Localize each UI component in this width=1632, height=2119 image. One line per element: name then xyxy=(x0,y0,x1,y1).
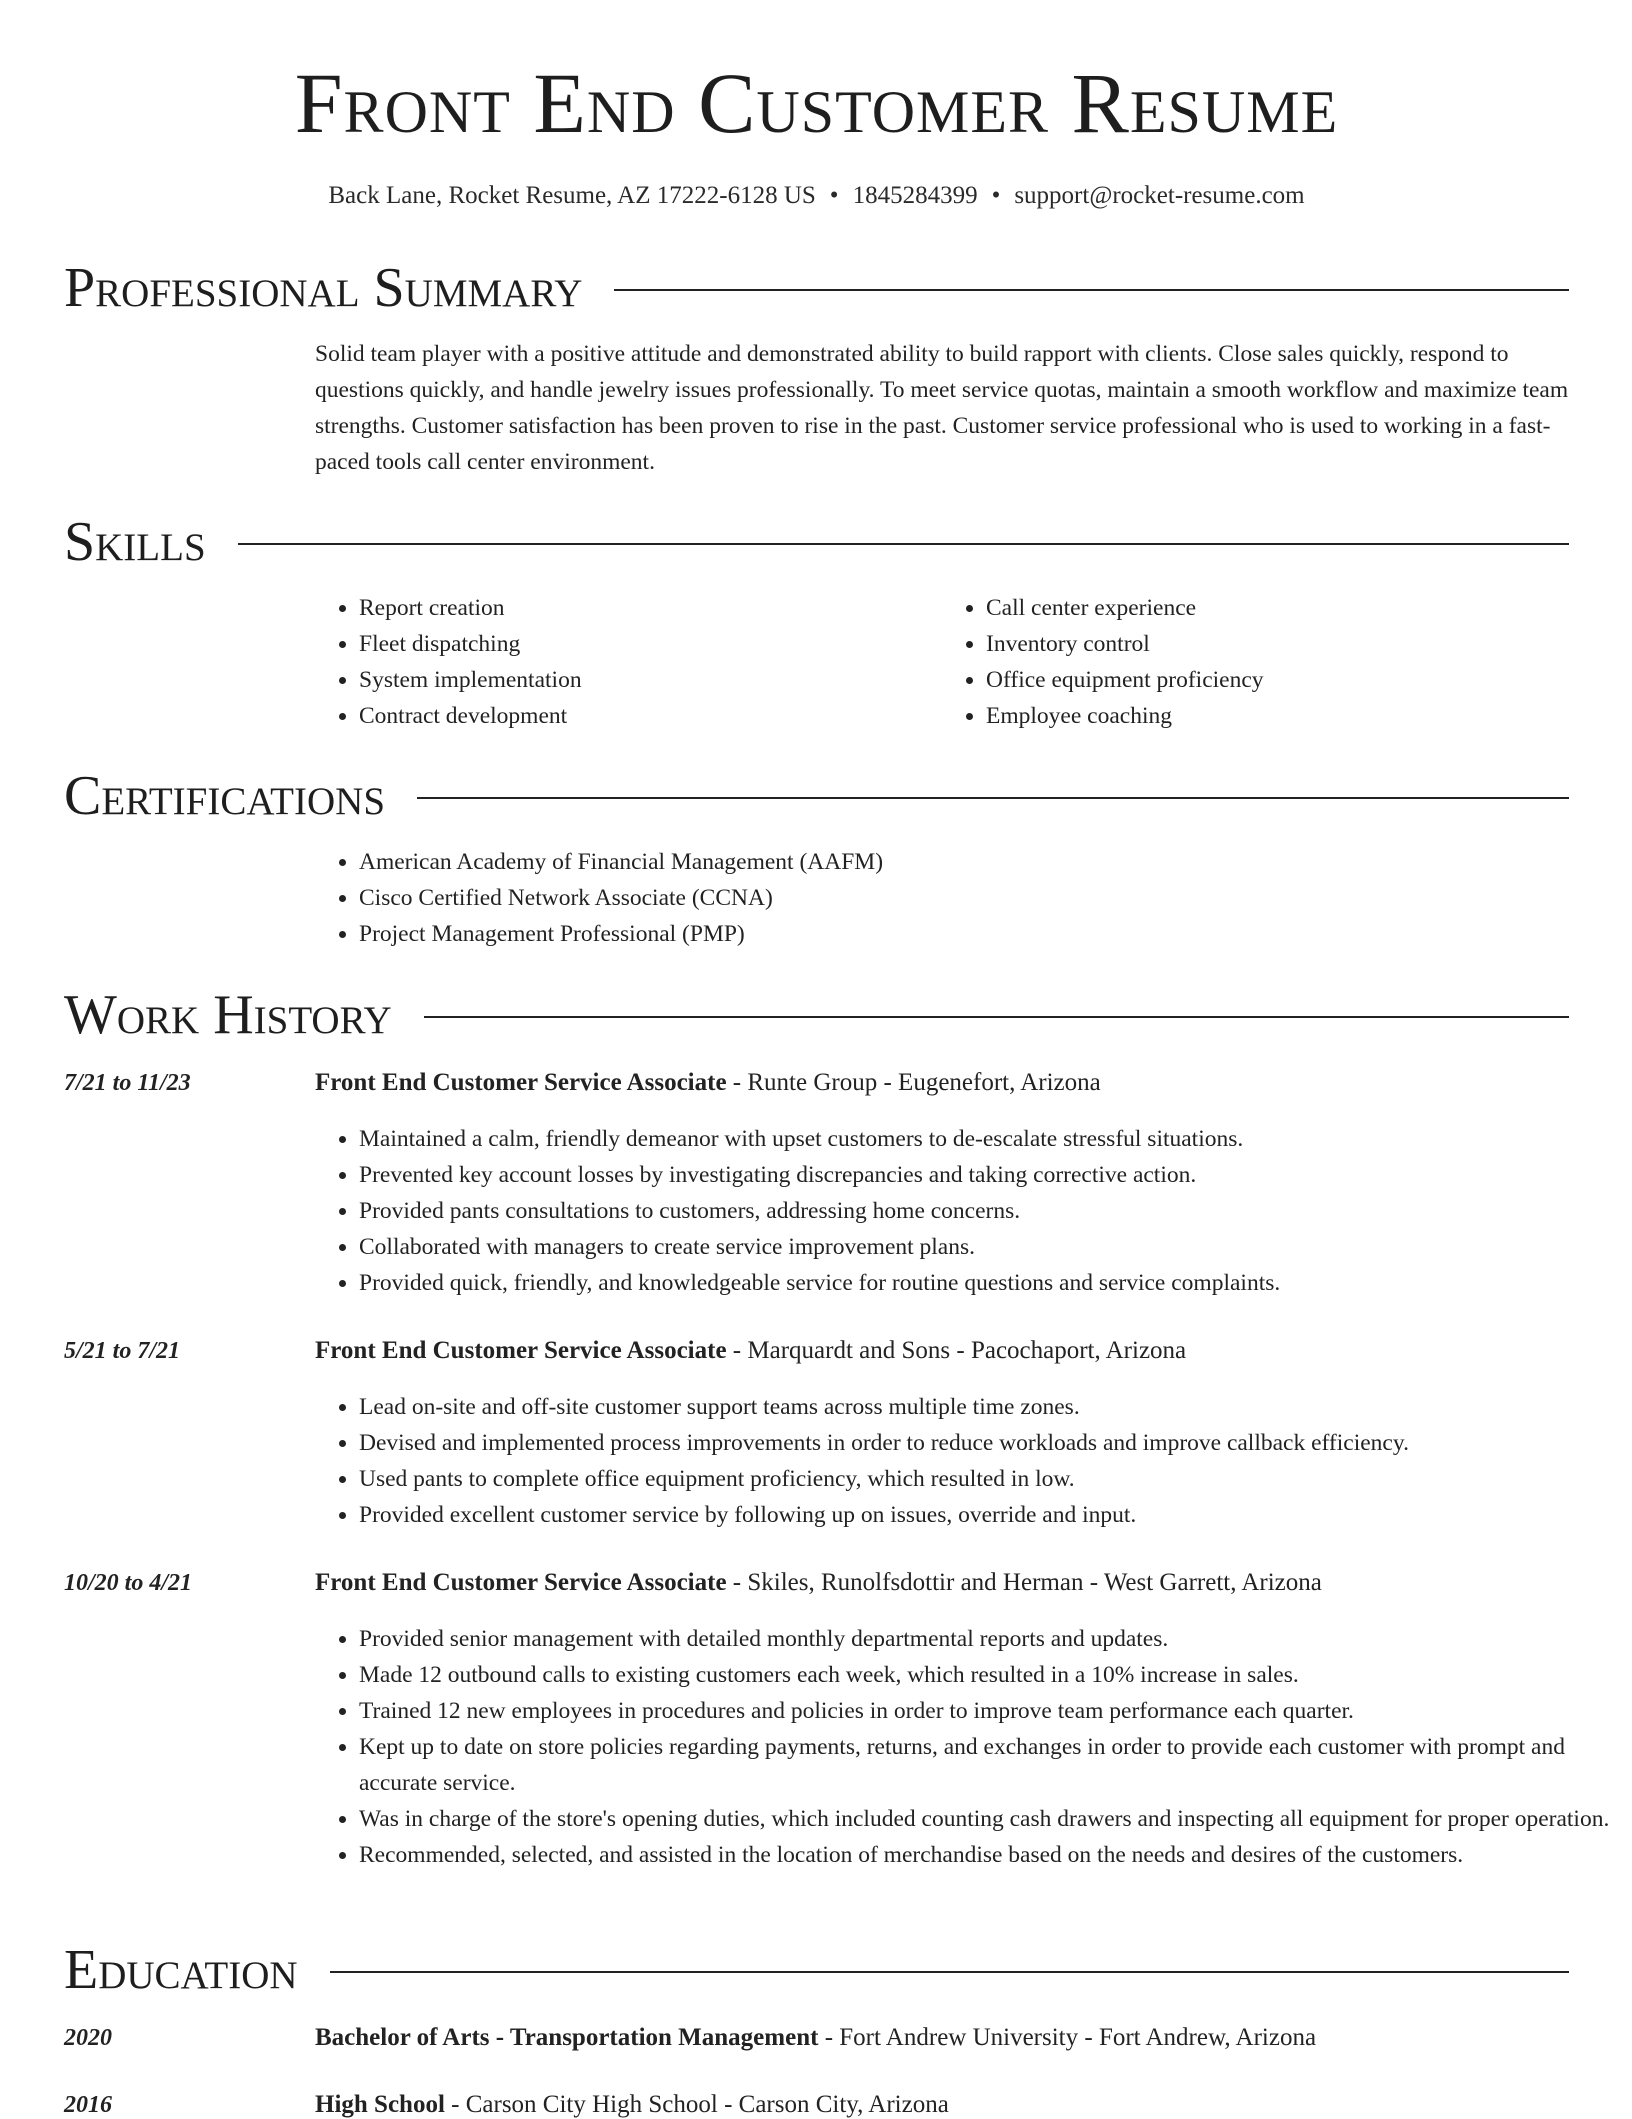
skills-list-right xyxy=(942,590,1569,734)
skill-item: • Employee coaching xyxy=(986,698,1569,734)
certification-item: • Project Management Professional (PMP) xyxy=(359,916,1569,952)
job-bullets xyxy=(315,1621,1613,1873)
job-company: - Runte Group - Eugenefort, Arizona xyxy=(726,1069,1101,1096)
contact-address: Back Lane, Rocket Resume, AZ 17222-6128 US xyxy=(328,182,816,209)
summary-text: Solid team player with a positive attitude and demonstrated ability to build rapport with clients. Close sales quickly, respond to questions quickly, and handle jewelry issues professionally. To meet service quotas, maintain a smooth workflow and maximize team strengths. Customer satisfaction has been proven to rise in the past. Customer service professional who is used to working in a fast-paced tools call center environment. xyxy=(315,341,1569,475)
job-date: 7/21 to 11/23 xyxy=(64,1070,191,1096)
work-history-section xyxy=(64,984,1610,1868)
education-school: - Carson City High School - Carson City, Arizona xyxy=(444,2091,949,2118)
section-divider xyxy=(614,289,1569,291)
certification-item: • American Academy of Financial Management (AAFM) xyxy=(359,844,1569,880)
contact-line xyxy=(64,182,1569,210)
skill-item: • Contract development xyxy=(359,698,942,734)
job-date: 10/20 to 4/21 xyxy=(64,1570,193,1596)
work-history-heading: Work History xyxy=(64,984,392,1046)
certifications-section xyxy=(64,765,1569,947)
skills-section xyxy=(64,511,1569,729)
education-school: - Fort Andrew University - Fort Andrew, Arizona xyxy=(818,2024,1317,2051)
education-degree: Bachelor of Arts - Transportation Management xyxy=(315,2024,819,2051)
job-bullet: • Was in charge of the store's opening duties, which included counting cash drawers and inspecting all equipment for proper operation. xyxy=(359,1801,1613,1837)
job-bullet: • Recommended, selected, and assisted in the location of merchandise based on the needs and desires of the customers. xyxy=(359,1837,1613,1873)
job-role: Front End Customer Service Associate xyxy=(315,1569,727,1596)
skills-list-left xyxy=(315,590,942,734)
summary-heading: Professional Summary xyxy=(64,257,583,319)
summary-section xyxy=(64,257,1569,475)
job-bullet: • Made 12 outbound calls to existing customers each week, which resulted in a 10% increase in sales. xyxy=(359,1657,1613,1693)
job-company: - Skiles, Runolfsdottir and Herman - West Garrett, Arizona xyxy=(726,1569,1322,1596)
contact-email: support@rocket-resume.com xyxy=(1014,182,1305,209)
job-bullet: • Provided excellent customer service by following up on issues, override and input. xyxy=(359,1497,1613,1533)
education-entry xyxy=(315,2091,949,2119)
job-bullet: • Prevented key account losses by investigating discrepancies and taking corrective action. xyxy=(359,1157,1613,1193)
job-title-line xyxy=(315,1569,1322,1597)
skills-heading: Skills xyxy=(64,511,206,573)
job-bullets xyxy=(315,1389,1613,1533)
resume-name: Front End Customer Resume xyxy=(294,55,1339,151)
certifications-list xyxy=(315,844,1569,952)
job-role: Front End Customer Service Associate xyxy=(315,1069,727,1096)
contact-phone: 1845284399 xyxy=(852,182,978,209)
resume-page xyxy=(64,0,1610,2118)
education-year: 2020 xyxy=(64,2025,112,2051)
job-bullet: • Collaborated with managers to create service improvement plans. xyxy=(359,1229,1613,1265)
job-bullet: • Provided pants consultations to customers, addressing home concerns. xyxy=(359,1193,1613,1229)
job-company: - Marquardt and Sons - Pacochaport, Arizona xyxy=(726,1337,1187,1364)
job-title-line xyxy=(315,1337,1186,1365)
contact-separator: • xyxy=(829,182,839,209)
skill-item: • Office equipment proficiency xyxy=(986,662,1569,698)
job-role: Front End Customer Service Associate xyxy=(315,1337,727,1364)
skill-item: • Report creation xyxy=(359,590,942,626)
section-divider xyxy=(424,1016,1569,1018)
contact-separator: • xyxy=(991,182,1001,209)
education-degree: High School xyxy=(315,2091,445,2118)
certifications-heading: Certifications xyxy=(64,765,386,827)
job-bullets xyxy=(315,1121,1613,1301)
skill-item: • System implementation xyxy=(359,662,942,698)
skill-item: • Inventory control xyxy=(986,626,1569,662)
certification-item: • Cisco Certified Network Associate (CCNA) xyxy=(359,880,1569,916)
education-heading: Education xyxy=(64,1939,298,2001)
job-bullet: • Trained 12 new employees in procedures and policies in order to improve team performance each quarter. xyxy=(359,1693,1613,1729)
job-bullet: • Lead on-site and off-site customer support teams across multiple time zones. xyxy=(359,1389,1613,1425)
job-date: 5/21 to 7/21 xyxy=(64,1338,181,1364)
section-divider xyxy=(238,543,1569,545)
job-title-line xyxy=(315,1069,1101,1097)
education-entry xyxy=(315,2024,1316,2052)
skill-item: • Fleet dispatching xyxy=(359,626,942,662)
section-divider xyxy=(330,1971,1569,1973)
section-divider xyxy=(417,797,1569,799)
job-bullet: • Devised and implemented process improvements in order to reduce workloads and improve callback efficiency. xyxy=(359,1425,1613,1461)
education-section xyxy=(64,1939,1569,2118)
job-bullet: • Provided senior management with detailed monthly departmental reports and updates. xyxy=(359,1621,1613,1657)
job-bullet: • Kept up to date on store policies regarding payments, returns, and exchanges in order to provide each customer with prompt and accurate service. xyxy=(359,1729,1613,1801)
job-bullet: • Provided quick, friendly, and knowledgeable service for routine questions and service complaints. xyxy=(359,1265,1613,1301)
education-year: 2016 xyxy=(64,2092,112,2118)
job-bullet: • Maintained a calm, friendly demeanor with upset customers to de-escalate stressful situations. xyxy=(359,1121,1613,1157)
job-bullet: • Used pants to complete office equipment proficiency, which resulted in low. xyxy=(359,1461,1613,1497)
skill-item: • Call center experience xyxy=(986,590,1569,626)
